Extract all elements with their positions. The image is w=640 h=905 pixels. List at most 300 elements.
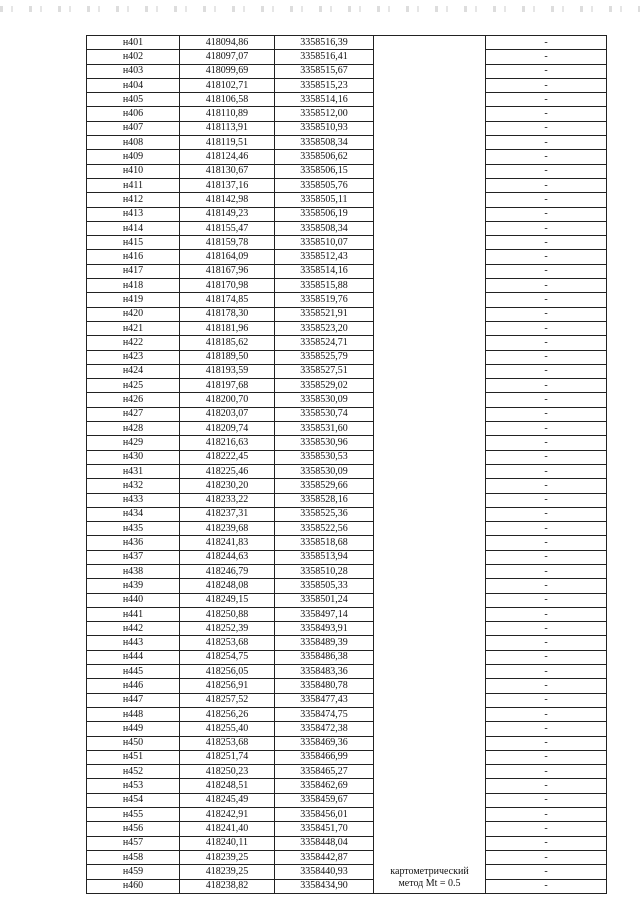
- table-row: [87, 808, 607, 822]
- x-coordinate-cell: 418248,08: [180, 579, 275, 593]
- point-name-cell: н404: [87, 78, 180, 92]
- table-row: [87, 622, 607, 636]
- dash-cell: -: [486, 422, 607, 436]
- point-name-cell: н424: [87, 364, 180, 378]
- y-coordinate-cell: 3358514,16: [275, 93, 374, 107]
- x-coordinate-cell: 418253,68: [180, 636, 275, 650]
- table-row: [87, 207, 607, 221]
- x-coordinate-cell: 418237,31: [180, 507, 275, 521]
- point-name-cell: н420: [87, 307, 180, 321]
- dash-cell: -: [486, 836, 607, 850]
- table-row: [87, 336, 607, 350]
- y-coordinate-cell: 3358515,67: [275, 64, 374, 78]
- point-name-cell: н422: [87, 336, 180, 350]
- table-row: [87, 93, 607, 107]
- point-name-cell: н401: [87, 36, 180, 50]
- dash-cell: -: [486, 607, 607, 621]
- point-name-cell: н426: [87, 393, 180, 407]
- x-coordinate-cell: 418159,78: [180, 236, 275, 250]
- dash-cell: -: [486, 736, 607, 750]
- y-coordinate-cell: 3358456,01: [275, 808, 374, 822]
- table-row: [87, 536, 607, 550]
- dash-cell: -: [486, 450, 607, 464]
- point-name-cell: н460: [87, 879, 180, 893]
- y-coordinate-cell: 3358508,34: [275, 221, 374, 235]
- point-name-cell: н438: [87, 564, 180, 578]
- y-coordinate-cell: 3358480,78: [275, 679, 374, 693]
- y-coordinate-cell: 3358465,27: [275, 765, 374, 779]
- table-row: [87, 164, 607, 178]
- point-name-cell: н459: [87, 865, 180, 879]
- table-row: [87, 379, 607, 393]
- x-coordinate-cell: 418242,91: [180, 808, 275, 822]
- x-coordinate-cell: 418106,58: [180, 93, 275, 107]
- dash-cell: -: [486, 293, 607, 307]
- point-name-cell: н410: [87, 164, 180, 178]
- x-coordinate-cell: 418240,11: [180, 836, 275, 850]
- table-row: [87, 350, 607, 364]
- y-coordinate-cell: 3358486,38: [275, 650, 374, 664]
- dash-cell: -: [486, 479, 607, 493]
- y-coordinate-cell: 3358501,24: [275, 593, 374, 607]
- table-row: [87, 64, 607, 78]
- y-coordinate-cell: 3358448,04: [275, 836, 374, 850]
- x-coordinate-cell: 418203,07: [180, 407, 275, 421]
- x-coordinate-cell: 418189,50: [180, 350, 275, 364]
- table-row: [87, 36, 607, 50]
- dash-cell: -: [486, 550, 607, 564]
- table-row: [87, 193, 607, 207]
- method-line-1: картометрический: [390, 865, 469, 877]
- table-row: [87, 307, 607, 321]
- x-coordinate-cell: 418257,52: [180, 693, 275, 707]
- y-coordinate-cell: 3358508,34: [275, 136, 374, 150]
- point-name-cell: н457: [87, 836, 180, 850]
- dash-cell: -: [486, 793, 607, 807]
- point-name-cell: н450: [87, 736, 180, 750]
- dash-cell: -: [486, 236, 607, 250]
- y-coordinate-cell: 3358462,69: [275, 779, 374, 793]
- x-coordinate-cell: 418239,68: [180, 522, 275, 536]
- x-coordinate-cell: 418244,63: [180, 550, 275, 564]
- dash-cell: -: [486, 307, 607, 321]
- x-coordinate-cell: 418102,71: [180, 78, 275, 92]
- x-coordinate-cell: 418094,86: [180, 36, 275, 50]
- scan-artifact-strip: [0, 6, 640, 12]
- x-coordinate-cell: 418097,07: [180, 50, 275, 64]
- point-name-cell: н435: [87, 522, 180, 536]
- point-name-cell: н414: [87, 221, 180, 235]
- point-name-cell: н439: [87, 579, 180, 593]
- point-name-cell: н434: [87, 507, 180, 521]
- table-row: [87, 850, 607, 864]
- dash-cell: -: [486, 636, 607, 650]
- table-row: [87, 464, 607, 478]
- x-coordinate-cell: 418245,49: [180, 793, 275, 807]
- y-coordinate-cell: 3358515,23: [275, 78, 374, 92]
- table-row: [87, 793, 607, 807]
- point-name-cell: н416: [87, 250, 180, 264]
- y-coordinate-cell: 3358497,14: [275, 607, 374, 621]
- x-coordinate-cell: 418241,83: [180, 536, 275, 550]
- y-coordinate-cell: 3358513,94: [275, 550, 374, 564]
- x-coordinate-cell: 418233,22: [180, 493, 275, 507]
- dash-cell: -: [486, 78, 607, 92]
- x-coordinate-cell: 418225,46: [180, 464, 275, 478]
- x-coordinate-cell: 418137,16: [180, 178, 275, 192]
- dash-cell: -: [486, 350, 607, 364]
- dash-cell: -: [486, 507, 607, 521]
- table-row: [87, 722, 607, 736]
- dash-cell: -: [486, 750, 607, 764]
- dash-cell: -: [486, 250, 607, 264]
- dash-cell: -: [486, 679, 607, 693]
- dash-cell: -: [486, 321, 607, 335]
- table-row: [87, 550, 607, 564]
- dash-cell: -: [486, 665, 607, 679]
- y-coordinate-cell: 3358493,91: [275, 622, 374, 636]
- y-coordinate-cell: 3358525,79: [275, 350, 374, 364]
- table-row: [87, 407, 607, 421]
- y-coordinate-cell: 3358483,36: [275, 665, 374, 679]
- dash-cell: -: [486, 207, 607, 221]
- y-coordinate-cell: 3358530,96: [275, 436, 374, 450]
- point-name-cell: н428: [87, 422, 180, 436]
- dash-cell: -: [486, 136, 607, 150]
- y-coordinate-cell: 3358516,41: [275, 50, 374, 64]
- x-coordinate-cell: 418249,15: [180, 593, 275, 607]
- point-name-cell: н445: [87, 665, 180, 679]
- table-row: [87, 250, 607, 264]
- table-row: [87, 522, 607, 536]
- dash-cell: -: [486, 493, 607, 507]
- y-coordinate-cell: 3358512,43: [275, 250, 374, 264]
- point-name-cell: н411: [87, 178, 180, 192]
- x-coordinate-cell: 418142,98: [180, 193, 275, 207]
- point-name-cell: н431: [87, 464, 180, 478]
- table-row: [87, 707, 607, 721]
- y-coordinate-cell: 3358505,33: [275, 579, 374, 593]
- y-coordinate-cell: 3358489,39: [275, 636, 374, 650]
- x-coordinate-cell: 418178,30: [180, 307, 275, 321]
- y-coordinate-cell: 3358523,20: [275, 321, 374, 335]
- point-name-cell: н407: [87, 121, 180, 135]
- y-coordinate-cell: 3358519,76: [275, 293, 374, 307]
- dash-cell: -: [486, 808, 607, 822]
- point-name-cell: н433: [87, 493, 180, 507]
- dash-cell: -: [486, 850, 607, 864]
- x-coordinate-cell: 418241,40: [180, 822, 275, 836]
- y-coordinate-cell: 3358530,09: [275, 393, 374, 407]
- x-coordinate-cell: 418149,23: [180, 207, 275, 221]
- table-row: [87, 136, 607, 150]
- x-coordinate-cell: 418130,67: [180, 164, 275, 178]
- table-row: [87, 836, 607, 850]
- x-coordinate-cell: 418238,82: [180, 879, 275, 893]
- dash-cell: -: [486, 779, 607, 793]
- x-coordinate-cell: 418246,79: [180, 564, 275, 578]
- table-row: [87, 579, 607, 593]
- x-coordinate-cell: 418181,96: [180, 321, 275, 335]
- y-coordinate-cell: 3358466,99: [275, 750, 374, 764]
- y-coordinate-cell: 3358442,87: [275, 850, 374, 864]
- y-coordinate-cell: 3358522,56: [275, 522, 374, 536]
- table-row: [87, 865, 607, 879]
- dash-cell: -: [486, 279, 607, 293]
- y-coordinate-cell: 3358515,88: [275, 279, 374, 293]
- x-coordinate-cell: 418256,91: [180, 679, 275, 693]
- y-coordinate-cell: 3358505,11: [275, 193, 374, 207]
- dash-cell: -: [486, 464, 607, 478]
- table-row: [87, 779, 607, 793]
- table-row: [87, 636, 607, 650]
- dash-cell: -: [486, 164, 607, 178]
- dash-cell: -: [486, 178, 607, 192]
- point-name-cell: н415: [87, 236, 180, 250]
- x-coordinate-cell: 418251,74: [180, 750, 275, 764]
- dash-cell: -: [486, 150, 607, 164]
- dash-cell: -: [486, 107, 607, 121]
- dash-cell: -: [486, 121, 607, 135]
- y-coordinate-cell: 3358530,09: [275, 464, 374, 478]
- dash-cell: -: [486, 593, 607, 607]
- table-row: [87, 150, 607, 164]
- y-coordinate-cell: 3358516,39: [275, 36, 374, 50]
- table-row: [87, 479, 607, 493]
- point-name-cell: н458: [87, 850, 180, 864]
- dash-cell: -: [486, 193, 607, 207]
- x-coordinate-cell: 418185,62: [180, 336, 275, 350]
- x-coordinate-cell: 418254,75: [180, 650, 275, 664]
- coordinates-table-body: [87, 36, 607, 894]
- x-coordinate-cell: 418248,51: [180, 779, 275, 793]
- x-coordinate-cell: 418255,40: [180, 722, 275, 736]
- dash-cell: -: [486, 822, 607, 836]
- point-name-cell: н437: [87, 550, 180, 564]
- point-name-cell: н440: [87, 593, 180, 607]
- y-coordinate-cell: 3358440,93: [275, 865, 374, 879]
- dash-cell: -: [486, 407, 607, 421]
- x-coordinate-cell: 418256,26: [180, 707, 275, 721]
- y-coordinate-cell: 3358469,36: [275, 736, 374, 750]
- dash-cell: -: [486, 865, 607, 879]
- table-row: [87, 879, 607, 893]
- table-row: [87, 50, 607, 64]
- dash-cell: -: [486, 393, 607, 407]
- method-line-2: метод Mt = 0.5: [398, 877, 461, 889]
- y-coordinate-cell: 3358530,53: [275, 450, 374, 464]
- x-coordinate-cell: 418167,96: [180, 264, 275, 278]
- dash-cell: -: [486, 50, 607, 64]
- point-name-cell: н448: [87, 707, 180, 721]
- y-coordinate-cell: 3358451,70: [275, 822, 374, 836]
- point-name-cell: н453: [87, 779, 180, 793]
- point-name-cell: н436: [87, 536, 180, 550]
- table-row: [87, 736, 607, 750]
- point-name-cell: н444: [87, 650, 180, 664]
- point-name-cell: н452: [87, 765, 180, 779]
- point-name-cell: н413: [87, 207, 180, 221]
- table-row: [87, 236, 607, 250]
- table-row: [87, 765, 607, 779]
- dash-cell: -: [486, 64, 607, 78]
- x-coordinate-cell: 418222,45: [180, 450, 275, 464]
- dash-cell: -: [486, 879, 607, 893]
- x-coordinate-cell: 418155,47: [180, 221, 275, 235]
- x-coordinate-cell: 418124,46: [180, 150, 275, 164]
- table-row: [87, 293, 607, 307]
- point-name-cell: н402: [87, 50, 180, 64]
- table-row: [87, 679, 607, 693]
- y-coordinate-cell: 3358512,00: [275, 107, 374, 121]
- table-row: [87, 221, 607, 235]
- x-coordinate-cell: 418250,88: [180, 607, 275, 621]
- x-coordinate-cell: 418239,25: [180, 865, 275, 879]
- dash-cell: -: [486, 707, 607, 721]
- dash-cell: -: [486, 436, 607, 450]
- point-name-cell: н429: [87, 436, 180, 450]
- dash-cell: -: [486, 336, 607, 350]
- dash-cell: -: [486, 722, 607, 736]
- table-row: [87, 264, 607, 278]
- x-coordinate-cell: 418239,25: [180, 850, 275, 864]
- dash-cell: -: [486, 93, 607, 107]
- x-coordinate-cell: 418253,68: [180, 736, 275, 750]
- dash-cell: -: [486, 522, 607, 536]
- y-coordinate-cell: 3358434,90: [275, 879, 374, 893]
- table-row: [87, 321, 607, 335]
- point-name-cell: н432: [87, 479, 180, 493]
- y-coordinate-cell: 3358529,02: [275, 379, 374, 393]
- dash-cell: -: [486, 364, 607, 378]
- y-coordinate-cell: 3358524,71: [275, 336, 374, 350]
- point-name-cell: н427: [87, 407, 180, 421]
- x-coordinate-cell: 418250,23: [180, 765, 275, 779]
- point-name-cell: н418: [87, 279, 180, 293]
- y-coordinate-cell: 3358474,75: [275, 707, 374, 721]
- table-row: [87, 450, 607, 464]
- x-coordinate-cell: 418256,05: [180, 665, 275, 679]
- table-row: [87, 178, 607, 192]
- dash-cell: -: [486, 379, 607, 393]
- table-row: [87, 279, 607, 293]
- table-row: [87, 493, 607, 507]
- table-row: [87, 78, 607, 92]
- point-name-cell: н449: [87, 722, 180, 736]
- dash-cell: -: [486, 579, 607, 593]
- point-name-cell: н425: [87, 379, 180, 393]
- x-coordinate-cell: 418252,39: [180, 622, 275, 636]
- y-coordinate-cell: 3358514,16: [275, 264, 374, 278]
- y-coordinate-cell: 3358506,62: [275, 150, 374, 164]
- x-coordinate-cell: 418119,51: [180, 136, 275, 150]
- x-coordinate-cell: 418170,98: [180, 279, 275, 293]
- y-coordinate-cell: 3358531,60: [275, 422, 374, 436]
- dash-cell: -: [486, 221, 607, 235]
- x-coordinate-cell: 418110,89: [180, 107, 275, 121]
- y-coordinate-cell: 3358477,43: [275, 693, 374, 707]
- table-row: [87, 593, 607, 607]
- dash-cell: -: [486, 693, 607, 707]
- table-row: [87, 364, 607, 378]
- point-name-cell: н454: [87, 793, 180, 807]
- y-coordinate-cell: 3358528,16: [275, 493, 374, 507]
- point-name-cell: н446: [87, 679, 180, 693]
- point-name-cell: н451: [87, 750, 180, 764]
- point-name-cell: н409: [87, 150, 180, 164]
- y-coordinate-cell: 3358529,66: [275, 479, 374, 493]
- y-coordinate-cell: 3358506,15: [275, 164, 374, 178]
- x-coordinate-cell: 418164,09: [180, 250, 275, 264]
- x-coordinate-cell: 418209,74: [180, 422, 275, 436]
- x-coordinate-cell: 418230,20: [180, 479, 275, 493]
- y-coordinate-cell: 3358521,91: [275, 307, 374, 321]
- point-name-cell: н441: [87, 607, 180, 621]
- table-row: [87, 507, 607, 521]
- point-name-cell: н455: [87, 808, 180, 822]
- y-coordinate-cell: 3358527,51: [275, 364, 374, 378]
- table-row: [87, 650, 607, 664]
- table-row: [87, 422, 607, 436]
- x-coordinate-cell: 418193,59: [180, 364, 275, 378]
- point-name-cell: н442: [87, 622, 180, 636]
- y-coordinate-cell: 3358472,38: [275, 722, 374, 736]
- point-name-cell: н408: [87, 136, 180, 150]
- point-name-cell: н417: [87, 264, 180, 278]
- point-name-cell: н443: [87, 636, 180, 650]
- table-row: [87, 665, 607, 679]
- dash-cell: -: [486, 36, 607, 50]
- y-coordinate-cell: 3358510,07: [275, 236, 374, 250]
- table-row: [87, 121, 607, 135]
- table-row: [87, 822, 607, 836]
- dash-cell: -: [486, 622, 607, 636]
- table-row: [87, 693, 607, 707]
- dash-cell: -: [486, 564, 607, 578]
- x-coordinate-cell: 418216,63: [180, 436, 275, 450]
- x-coordinate-cell: 418099,69: [180, 64, 275, 78]
- table-row: [87, 564, 607, 578]
- y-coordinate-cell: 3358518,68: [275, 536, 374, 550]
- y-coordinate-cell: 3358510,93: [275, 121, 374, 135]
- method-cell: [374, 36, 486, 894]
- x-coordinate-cell: 418200,70: [180, 393, 275, 407]
- dash-cell: -: [486, 650, 607, 664]
- y-coordinate-cell: 3358506,19: [275, 207, 374, 221]
- coordinates-table: [86, 35, 607, 894]
- x-coordinate-cell: 418174,85: [180, 293, 275, 307]
- point-name-cell: н430: [87, 450, 180, 464]
- point-name-cell: н423: [87, 350, 180, 364]
- table-row: [87, 107, 607, 121]
- table-row: [87, 750, 607, 764]
- x-coordinate-cell: 418197,68: [180, 379, 275, 393]
- point-name-cell: н403: [87, 64, 180, 78]
- point-name-cell: н406: [87, 107, 180, 121]
- table-row: [87, 436, 607, 450]
- point-name-cell: н447: [87, 693, 180, 707]
- table-row: [87, 393, 607, 407]
- y-coordinate-cell: 3358459,67: [275, 793, 374, 807]
- dash-cell: -: [486, 536, 607, 550]
- point-name-cell: н421: [87, 321, 180, 335]
- y-coordinate-cell: 3358525,36: [275, 507, 374, 521]
- point-name-cell: н456: [87, 822, 180, 836]
- y-coordinate-cell: 3358505,76: [275, 178, 374, 192]
- y-coordinate-cell: 3358530,74: [275, 407, 374, 421]
- table-row: [87, 607, 607, 621]
- y-coordinate-cell: 3358510,28: [275, 564, 374, 578]
